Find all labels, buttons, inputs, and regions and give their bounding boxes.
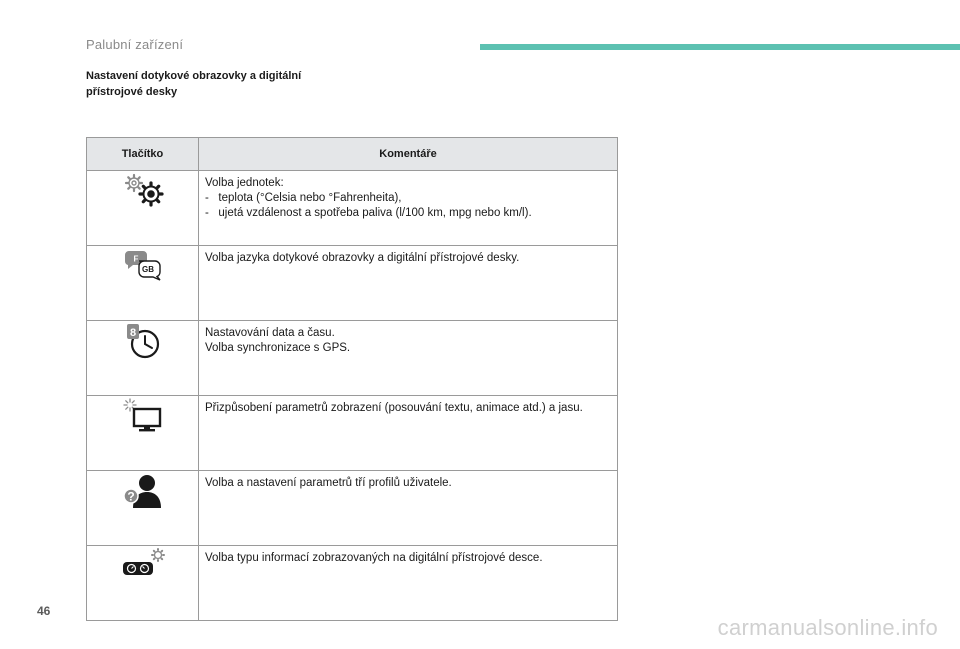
header-accent-bar (480, 44, 960, 50)
page-number: 46 (37, 604, 51, 618)
table-row (87, 246, 618, 321)
comment-line: Volba synchronizace s GPS. (205, 342, 351, 354)
table-header-row (87, 138, 618, 171)
section-title-line-2: přístrojové desky (86, 86, 178, 98)
user-profile-icon[interactable] (122, 472, 164, 510)
comment-line: Přizpůsobení parametrů zobrazení (posouvání textu, animace atd.) a jasu. (205, 402, 583, 414)
language-bubbles-icon[interactable] (121, 247, 165, 281)
column-header-button: Tlačítko (87, 138, 199, 171)
icon-cell (87, 321, 199, 396)
comment-cell (199, 171, 618, 246)
section-title-line-1: Nastavení dotykové obrazovky a digitální (86, 70, 302, 82)
header-section-label: Palubní zařízení (86, 37, 184, 52)
watermark: carmanualsonline.info (717, 615, 938, 640)
comment-line: Nastavování data a času. (205, 327, 335, 339)
user-icon-badge: ? (126, 489, 135, 504)
comment-line: Volba jazyka dotykové obrazovky a digitální přístrojové desky. (205, 252, 520, 264)
comment-cell (199, 396, 618, 471)
icon-cell (87, 396, 199, 471)
table-row (87, 396, 618, 471)
table-row (87, 321, 618, 396)
comment-line: Volba a nastavení parametrů tří profilů uživatele. (205, 477, 452, 489)
date-time-icon[interactable] (123, 322, 163, 360)
table-row (87, 471, 618, 546)
icon-cell (87, 471, 199, 546)
comment-line: Volba typu informací zobrazovaných na digitální přístrojové desce. (205, 552, 543, 564)
icon-cell (87, 246, 199, 321)
comment-line: - ujetá vzdálenost a spotřeba paliva (l/100 km, mpg nebo km/l). (205, 207, 532, 219)
comment-cell (199, 471, 618, 546)
comment-line: - teplota (°Celsia nebo °Fahrenheita), (205, 192, 402, 204)
date-icon-badge: 8 (129, 327, 136, 339)
comment-cell (199, 321, 618, 396)
language-icon-top-label: F (133, 254, 138, 264)
language-icon-bottom-label: GB (141, 265, 154, 274)
comment-cell (199, 546, 618, 621)
icon-cell (87, 171, 199, 246)
icon-cell (87, 546, 199, 621)
column-header-comments: Komentáře (199, 138, 618, 171)
display-brightness-icon[interactable] (122, 397, 164, 433)
comment-line: Volba jednotek: (205, 177, 284, 189)
gear-settings-icon[interactable] (121, 172, 165, 208)
section-title (86, 68, 346, 100)
table-row (87, 546, 618, 621)
instrument-panel-icon[interactable] (120, 547, 166, 579)
comment-cell (199, 246, 618, 321)
settings-table (86, 137, 618, 621)
table-row (87, 171, 618, 246)
